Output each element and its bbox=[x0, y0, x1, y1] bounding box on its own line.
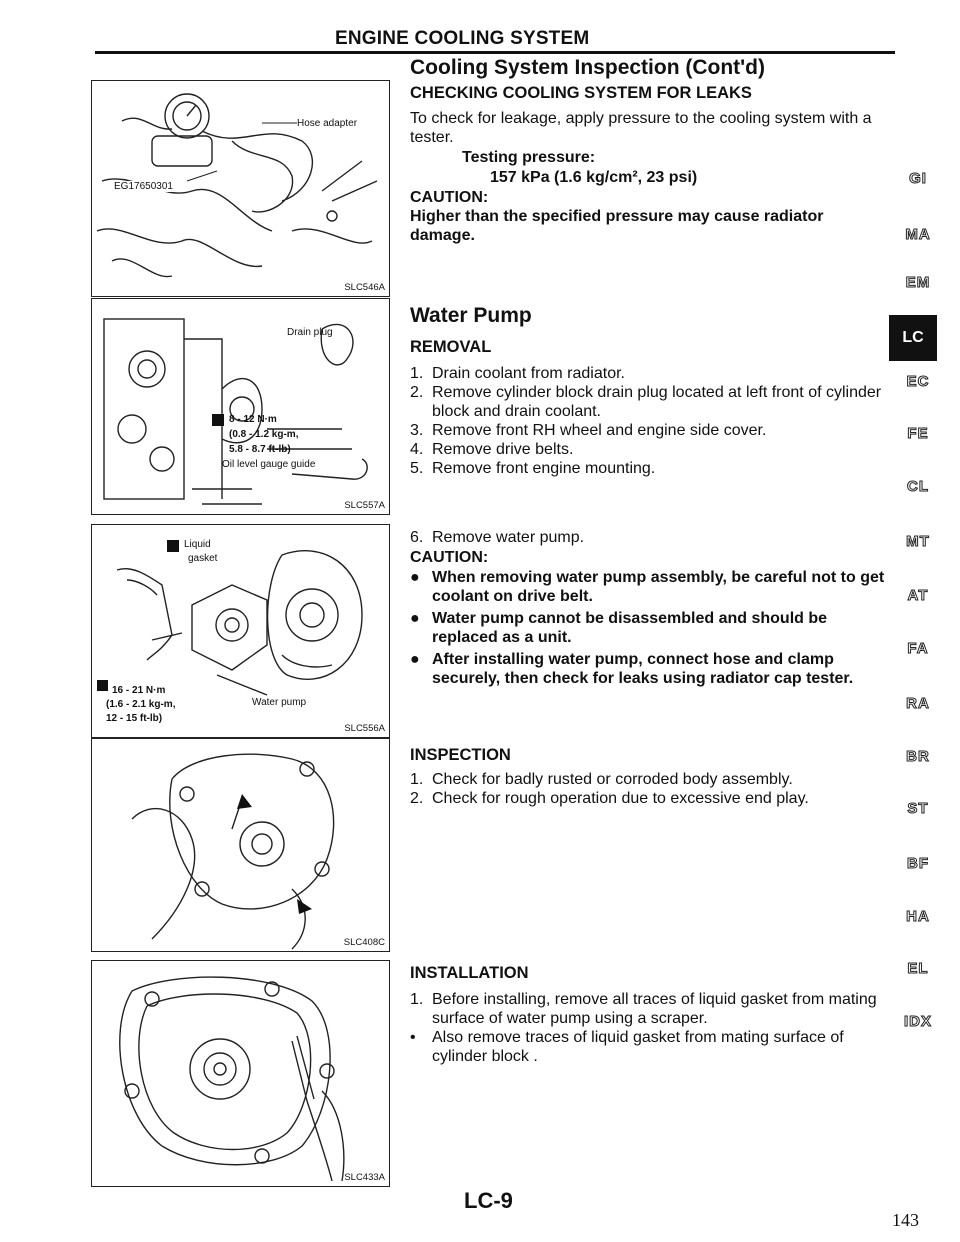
header-rule bbox=[95, 51, 895, 54]
figure-label: 16 - 21 N·m bbox=[112, 685, 166, 696]
figure-pressure-tester bbox=[91, 80, 390, 297]
figure-label: Drain plug bbox=[287, 327, 333, 338]
inspection-step: 1. Check for badly rusted or corroded body assembly. bbox=[410, 771, 793, 788]
figure-label: Hose adapter bbox=[297, 118, 358, 129]
side-tab-br[interactable]: BR bbox=[906, 748, 930, 765]
figure-label: EG17650301 bbox=[114, 181, 173, 192]
figure-drain-plug bbox=[91, 298, 390, 515]
side-tab-bf[interactable]: BF bbox=[907, 855, 929, 872]
removal-cautions bbox=[410, 568, 892, 688]
installation-steps bbox=[410, 990, 895, 1066]
figure-caption: SLC557A bbox=[344, 500, 385, 511]
removal-step: 3. Remove front RH wheel and engine side cover. bbox=[410, 422, 767, 439]
inspection-heading: INSPECTION bbox=[410, 746, 511, 764]
figure-label: 12 - 15 ft-lb) bbox=[106, 713, 163, 724]
figure-gasket-removal bbox=[91, 960, 390, 1187]
side-tab-st[interactable]: ST bbox=[907, 800, 929, 817]
figure-caption: SLC408C bbox=[343, 937, 385, 948]
figure-water-pump-gasket bbox=[91, 524, 390, 738]
figure-label: (0.8 - 1.2 kg-m, bbox=[229, 429, 299, 440]
figure-caption: SLC556A bbox=[344, 723, 385, 734]
leak-check-heading: CHECKING COOLING SYSTEM FOR LEAKS bbox=[410, 84, 752, 102]
figure-pump-inspection bbox=[91, 738, 390, 952]
drain-plug-illustration bbox=[92, 299, 389, 514]
figure-label: 8 - 12 N·m bbox=[229, 414, 277, 425]
water-pump-title: Water Pump bbox=[410, 304, 532, 327]
leak-check-intro: To check for leakage, apply pressure to the cooling system with a tester. bbox=[410, 110, 872, 146]
figure-label: gasket bbox=[188, 553, 218, 564]
side-tab-cl[interactable]: CL bbox=[907, 478, 929, 495]
inspection-steps bbox=[410, 770, 895, 808]
side-tab-fa[interactable]: FA bbox=[907, 640, 929, 657]
figure-label: Oil level gauge guide bbox=[222, 459, 316, 470]
page-number: 143 bbox=[892, 1210, 919, 1230]
figure-caption: SLC433A bbox=[344, 1172, 385, 1183]
installation-step: 1. Before installing, remove all traces of liquid gasket from mating surface of water pump using a scraper. bbox=[410, 991, 877, 1027]
section-title: Cooling System Inspection (Cont'd) bbox=[410, 56, 765, 79]
side-tab-ma[interactable]: MA bbox=[905, 226, 931, 243]
side-tab-ha[interactable]: HA bbox=[906, 908, 930, 925]
side-tab-gi[interactable]: GI bbox=[909, 170, 927, 187]
side-tab-ra[interactable]: RA bbox=[906, 695, 930, 712]
removal-step: 2. Remove cylinder block drain plug located at left front of cylinder block and drain coolant. bbox=[410, 384, 882, 420]
leak-caution-label: CAUTION: bbox=[410, 189, 489, 206]
removal-step-6 bbox=[410, 528, 895, 547]
removal-steps bbox=[410, 364, 895, 478]
figure-label: 5.8 - 8.7 ft-lb) bbox=[229, 444, 291, 455]
installation-heading: INSTALLATION bbox=[410, 964, 529, 982]
gasket-removal-illustration bbox=[92, 961, 389, 1186]
removal-caution-label: CAUTION: bbox=[410, 549, 489, 566]
side-tab-idx[interactable]: IDX bbox=[903, 1013, 932, 1030]
inspection-step: 2. Check for rough operation due to excessive end play. bbox=[410, 790, 809, 807]
figure-label: (1.6 - 2.1 kg-m, bbox=[106, 699, 176, 710]
pump-inspection-illustration bbox=[92, 739, 389, 951]
side-tab-mt[interactable]: MT bbox=[906, 533, 930, 550]
side-tab-el[interactable]: EL bbox=[907, 960, 929, 977]
removal-step: 6. Remove water pump. bbox=[410, 529, 585, 546]
side-tab-at[interactable]: AT bbox=[907, 587, 929, 604]
caution-item: ● Water pump cannot be disassembled and should be replaced as a unit. bbox=[410, 610, 828, 646]
page-code: LC-9 bbox=[464, 1188, 513, 1213]
removal-step: 1. Drain coolant from radiator. bbox=[410, 365, 625, 382]
side-tab-em[interactable]: EM bbox=[905, 274, 931, 291]
testing-pressure-label: Testing pressure: bbox=[462, 149, 596, 166]
removal-heading: REMOVAL bbox=[410, 338, 492, 356]
installation-step: • Also remove traces of liquid gasket from mating surface of cylinder block . bbox=[410, 1029, 844, 1065]
figure-label: Liquid bbox=[184, 539, 211, 550]
figure-label: Water pump bbox=[252, 697, 307, 708]
side-tab-fe[interactable]: FE bbox=[907, 425, 929, 442]
caution-item: ● When removing water pump assembly, be careful not to get coolant on drive belt. bbox=[410, 569, 885, 605]
side-tab-lc-active[interactable]: LC bbox=[889, 315, 937, 361]
caution-item: ● After installing water pump, connect hose and clamp securely, then check for leaks using radiator cap tester. bbox=[410, 651, 854, 687]
figure-caption: SLC546A bbox=[344, 282, 385, 293]
removal-step: 4. Remove drive belts. bbox=[410, 441, 574, 458]
side-tab-ec[interactable]: EC bbox=[906, 373, 930, 390]
testing-pressure-value: 157 kPa (1.6 kg/cm², 23 psi) bbox=[490, 169, 698, 186]
removal-step: 5. Remove front engine mounting. bbox=[410, 460, 656, 477]
leak-caution-text: Higher than the specified pressure may cause radiator damage. bbox=[410, 208, 824, 244]
page-header-title: ENGINE COOLING SYSTEM bbox=[335, 28, 590, 49]
